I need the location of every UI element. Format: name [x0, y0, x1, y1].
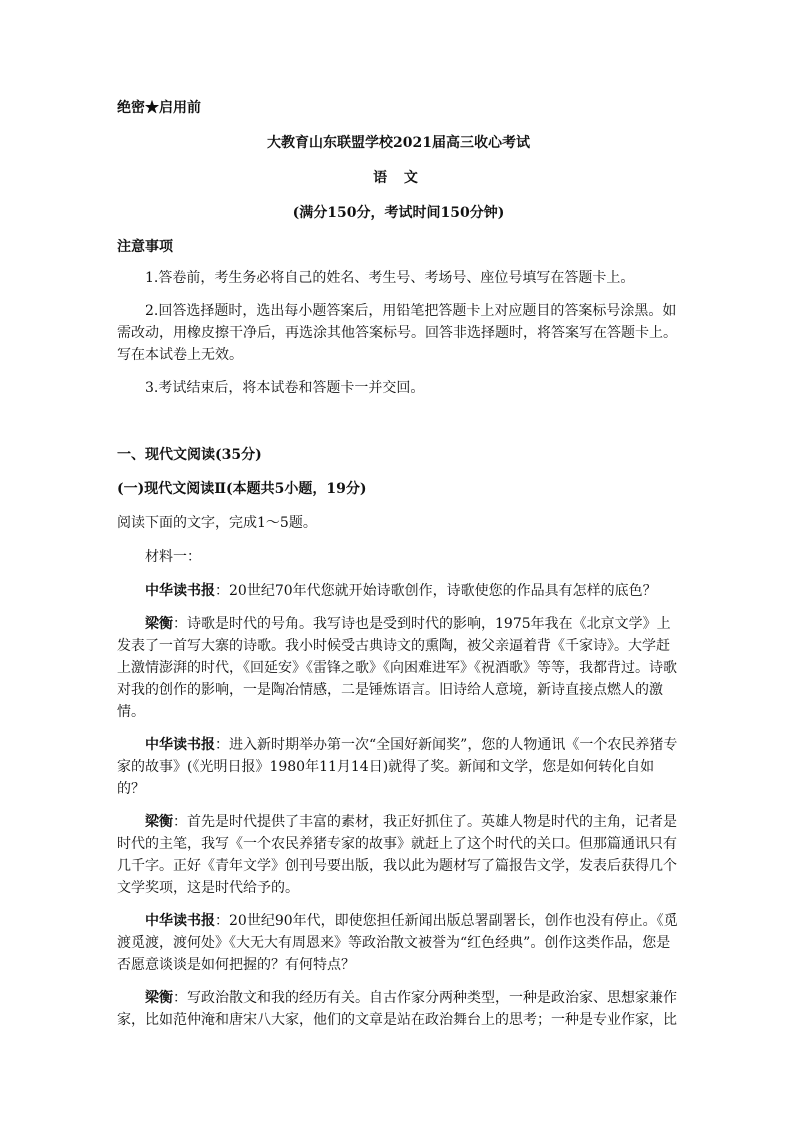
dialogue-text: 诗歌是时代的号角。我写诗也是受到时代的影响，1975年我在《北京文学》上发表了一首写大寨的诗歌。我小时候受古典诗文的熏陶，被父亲逼着背《千家诗》。大学赶上激情澎湃的时代，《回延安》《雷锋之歌》《向困难进军》《祝酒歌》等等，我都背过。诗歌对我的创作的影响，一是陶冶情感，二是锤炼语言。旧诗给人意境，新诗直接点燃人的激情。 [117, 616, 677, 720]
section-heading: 一、现代文阅读(35分) [117, 447, 262, 463]
colon: ： [173, 616, 187, 632]
dialogue-text: 写政治散文和我的经历有关。自古作家分两种类型，一种是政治家、思想家兼作家，比如范仲淹和唐宋八大家，他们的文章是站在政治舞台上的思考；一种是专业作家，比 [117, 990, 677, 1028]
colon: ： [215, 583, 229, 599]
subsection-heading: (一)现代文阅读Ⅱ(本题共5小题，19分) [117, 481, 367, 497]
dialogue-paragraph [117, 613, 680, 723]
subject-title: 语 文 [373, 170, 424, 186]
speaker-name: 梁衡 [145, 616, 173, 632]
notice-item-3: 3.考试结束后，将本试卷和答题卡一并交回。 [145, 380, 425, 396]
dialogue-paragraph [117, 734, 680, 800]
page-content [117, 97, 680, 1042]
colon: ： [215, 737, 229, 753]
notice-item-2: 2.回答选择题时，选出每小题答案后，用铅笔把答题卡上对应题目的答案标号涂黑。如需改动，用橡皮擦干净后，再选涂其他答案标号。回答非选择题时，将答案写在答题卡上。写在本试卷上无效。 [117, 303, 677, 363]
dialogue-text: 进入新时期举办第一次“全国好新闻奖”，您的人物通讯《一个农民养猪专家的故事》(《光明日报》1980年11月14日)就得了奖。新闻和文学，您是如何转化自如的？ [117, 737, 678, 797]
speaker-name: 梁衡 [145, 814, 173, 830]
dialogue-text: 20世纪70年代您就开始诗歌创作，诗歌使您的作品具有怎样的底色？ [229, 583, 657, 599]
dialogue-paragraph [117, 811, 680, 899]
dialogue-text: 首先是时代提供了丰富的素材，我正好抓住了。英雄人物是时代的主角，记者是时代的主笔，我写《一个农民养猪专家的故事》就赶上了这个时代的关口。但那篇通讯只有几千字。正好《青年文学》创刊号要出版，我以此为题材写了篇报告文学，发表后获得几个文学奖项，这是时代给予的。 [117, 814, 677, 896]
speaker-name: 梁衡 [145, 990, 173, 1006]
confidential-label: 绝密★启用前 [117, 100, 201, 116]
speaker-name: 中华读书报 [145, 583, 215, 599]
notice-item-1: 1.答卷前，考生务必将自己的姓名、考生号、考场号、座位号填写在答题卡上。 [145, 270, 635, 286]
reading-instruction: 阅读下面的文字，完成1～5题。 [117, 515, 317, 531]
dialogue-text: 20世纪90年代，即使您担任新闻出版总署副署长，创作也没有停止。《觅渡觅渡，渡何处》《大无大有周恩来》等政治散文被誉为“红色经典”。创作这类作品，您是否愿意谈谈是如何把握的？有何特点？ [117, 913, 678, 973]
speaker-name: 中华读书报 [145, 737, 215, 753]
colon: ： [215, 913, 229, 929]
dialogue-paragraph [117, 987, 680, 1031]
spacer [117, 410, 680, 444]
exam-title: 大教育山东联盟学校2021届高三收心考试 [267, 135, 530, 151]
dialogue-paragraph [117, 910, 680, 976]
exam-meta: (满分150分，考试时间150分钟) [292, 205, 505, 221]
colon: ： [173, 814, 187, 830]
dialogue-paragraph [117, 580, 680, 602]
material-label: 材料一： [145, 549, 201, 565]
speaker-name: 中华读书报 [145, 913, 215, 929]
colon: ： [173, 990, 187, 1006]
notice-heading: 注意事项 [117, 239, 173, 255]
